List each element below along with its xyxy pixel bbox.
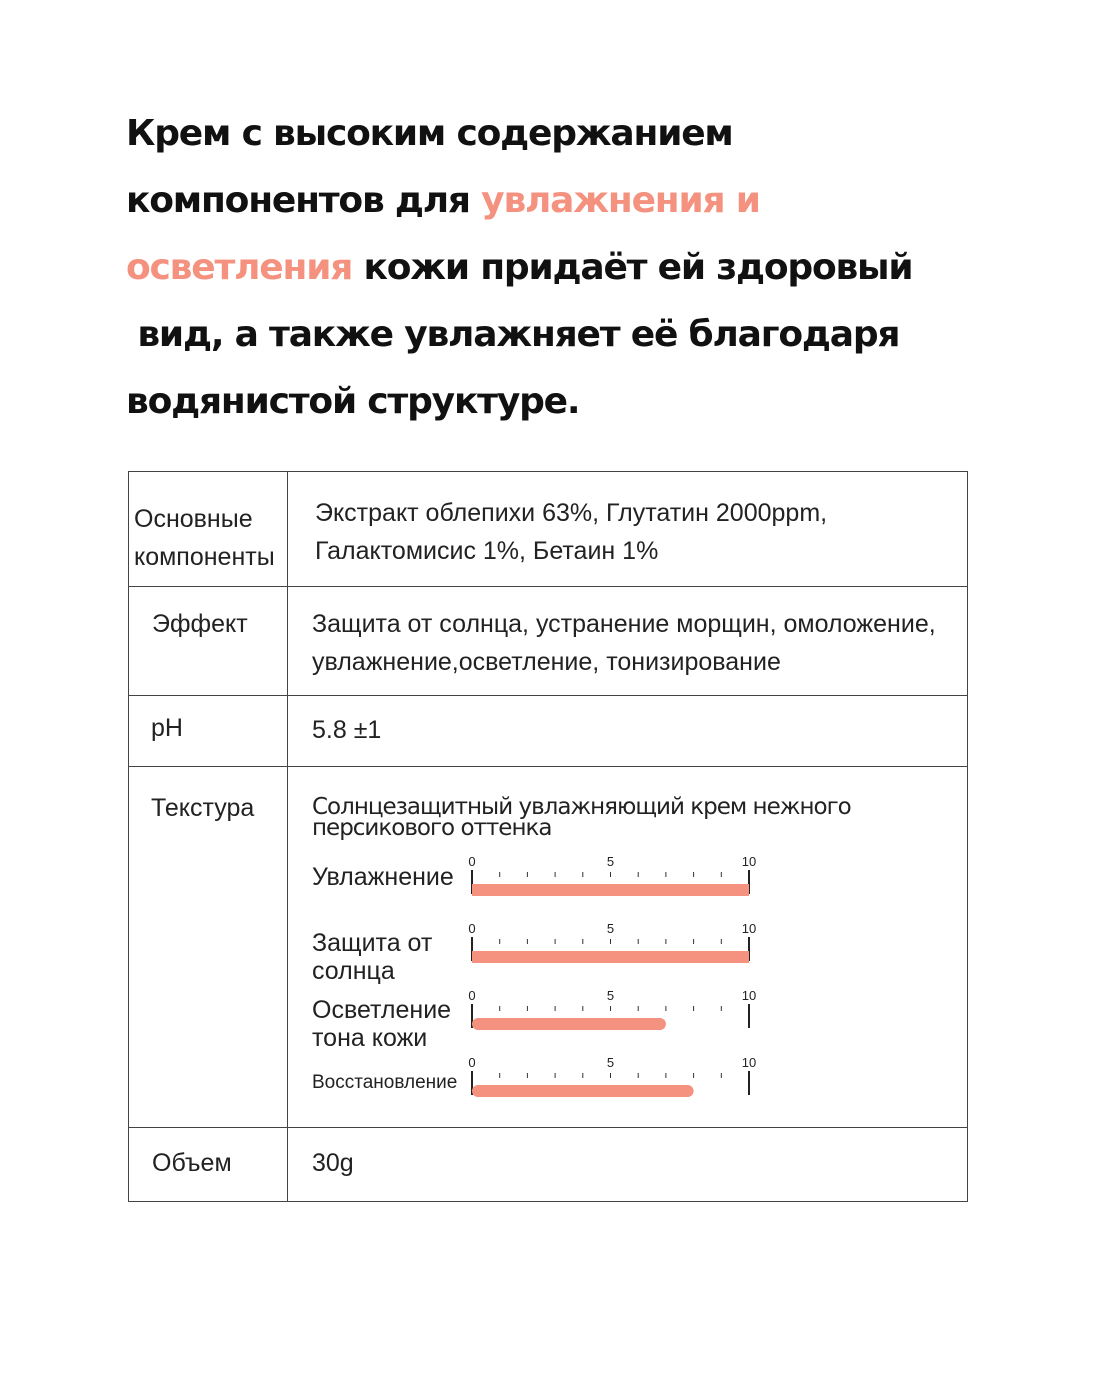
- row-label-cell: [129, 472, 288, 587]
- scale-tick-label: 0: [468, 1055, 476, 1070]
- scale-label: [312, 863, 454, 891]
- scale-label: [312, 929, 432, 985]
- headline-line-2: [126, 167, 946, 234]
- scale-bar: [462, 1053, 762, 1103]
- scale-level-bar: [472, 1018, 666, 1030]
- scale-sun-protection: [312, 919, 772, 986]
- scale-tick-label: 0: [468, 854, 476, 869]
- texture-desc-line: персикового оттенка: [312, 815, 552, 841]
- scale-tick-label: 5: [606, 854, 615, 869]
- row-value-cell: [288, 472, 968, 587]
- table-row: [129, 1128, 968, 1202]
- row-value: 30g: [312, 1149, 354, 1177]
- scale-bar: [462, 852, 762, 902]
- table-row: [129, 767, 968, 1128]
- scale-tick-label: 5: [606, 988, 615, 1003]
- row-label-cell: [129, 587, 288, 696]
- scale-label-line: Защита от: [312, 929, 433, 957]
- scale-label-line: тона кожи: [312, 1024, 428, 1052]
- headline-accent: увлажнения и: [481, 180, 760, 221]
- scale-level-bar: [472, 884, 749, 896]
- headline-line-5: водянистой структуре.: [126, 381, 580, 422]
- row-label: Объем: [152, 1149, 232, 1177]
- spec-table: [128, 471, 968, 1202]
- scale-tick-label: 0: [468, 921, 476, 936]
- scale-label: [312, 1069, 457, 1097]
- row-value: Экстракт облепихи 63%, Глутатин 2000ppm,: [315, 499, 828, 527]
- row-value: Галактомисис 1%, Бетаин 1%: [315, 537, 659, 565]
- scale-label-line: Осветление: [312, 996, 452, 1024]
- row-value-cell: [288, 1128, 968, 1202]
- scale-moisturizing: [312, 852, 772, 919]
- headline-line-3: [126, 234, 946, 301]
- scale-tick-label: 5: [606, 921, 615, 936]
- row-value: Защита от солнца, устранение морщин, омоложение,: [312, 610, 936, 638]
- row-label: Текстура: [151, 794, 255, 822]
- scale-bar: [462, 986, 762, 1036]
- row-label: Эффект: [152, 610, 248, 638]
- headline-line-4: вид, а также увлажняет её благодаря: [126, 314, 900, 355]
- scale-bar: [462, 919, 762, 969]
- row-label: Основные: [134, 505, 253, 533]
- scale-level-bar: [472, 951, 749, 963]
- table-row: [129, 696, 968, 767]
- row-value: 5.8 ±1: [312, 716, 382, 744]
- row-label: pH: [151, 714, 183, 742]
- scale-label-line: Восстановление: [312, 1072, 458, 1093]
- row-value-cell: [288, 696, 968, 767]
- texture-description: [312, 794, 967, 841]
- texture-desc-line: Солнцезащитный увлажняющий крем нежного: [312, 794, 851, 820]
- row-label-cell: [129, 767, 288, 1128]
- scale-tick-label: 0: [468, 988, 476, 1003]
- scale-brightening: [312, 986, 772, 1053]
- scale-tick-label: 10: [741, 921, 757, 936]
- scale-tick-label: 10: [741, 1055, 757, 1070]
- row-value-cell: [288, 587, 968, 696]
- table-row: [129, 472, 968, 587]
- scale-label-line: солнца: [312, 957, 395, 985]
- scale-tick-label: 10: [741, 988, 757, 1003]
- row-value: увлажнение,осветление, тонизирование: [312, 648, 781, 676]
- headline-text: кожи придаёт ей здоровый: [352, 247, 913, 288]
- scale-label-line: Увлажнение: [312, 863, 454, 891]
- row-label-cell: [129, 1128, 288, 1202]
- headline-text: компонентов для: [126, 180, 482, 221]
- headline-line-1: Крем с высоким содержанием: [126, 113, 733, 154]
- scale-tick-label: 10: [741, 854, 757, 869]
- scale-label: [312, 996, 451, 1052]
- scale-tick-label: 5: [606, 1055, 615, 1070]
- table-row: [129, 587, 968, 696]
- row-label: компоненты: [134, 543, 275, 571]
- headline: [126, 100, 946, 435]
- scale-level-bar: [472, 1085, 694, 1097]
- headline-accent: осветления: [126, 247, 353, 288]
- scale-restoration: [312, 1053, 772, 1120]
- row-value-cell: [288, 767, 968, 1128]
- row-label-cell: [129, 696, 288, 767]
